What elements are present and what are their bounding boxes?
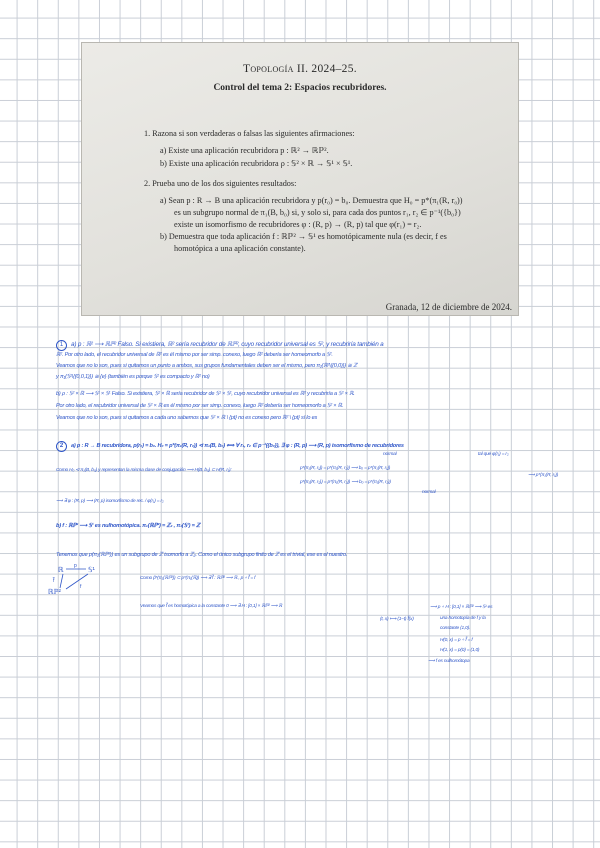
exam-line: homotópica a una aplicación constante). bbox=[174, 244, 306, 253]
diagram-label: f bbox=[80, 584, 82, 590]
handwritten-line: ⟹ f es nulhomótopa bbox=[428, 659, 470, 664]
handwritten-line: ℝ². Por otro lado, el recubridor universal de ℝ² es él mismo por ser simp. conexo, luego ℝ² debería ser homeomorfo a 𝕊². bbox=[56, 352, 333, 358]
exam-line: 1. Razona si son verdaderas o falsas las siguientes afirmaciones: bbox=[144, 129, 355, 138]
handwritten-note: normal bbox=[383, 452, 397, 457]
exam-subtitle: Control del tema 2: Espacios recubridores. bbox=[213, 83, 387, 93]
exam-line: a) Existe una aplicación recubridora p : ℝ² → ℝℙ². bbox=[160, 146, 329, 155]
question-1-marker: 1 bbox=[56, 340, 67, 351]
handwritten-line: b) ρ : 𝕊² × ℝ ⟶ 𝕊¹ × 𝕊¹ Falso. Si existiera, 𝕊² × ℝ sería recubridor de 𝕊¹ × 𝕊¹, cuyo recubridor universal es ℝ² y recubriría a 𝕊² × ℝ. bbox=[56, 391, 355, 397]
exam-line: b) Existe una aplicación recubridora ρ : 𝕊² × ℝ → 𝕊¹ × 𝕊¹. bbox=[160, 159, 353, 168]
handwritten-line: una homotopía de f y la bbox=[440, 616, 486, 621]
handwritten-line: Veamos que no lo son, pues si quitamos a cada uno sabemos que 𝕊² × ℝ \ {pt} no es conexo pero ℝ² \ {pt} sí lo es bbox=[56, 415, 318, 421]
handwritten-line: y π₁(𝕊²\{(0,0,1)}) ≅ {e} (también es porque 𝕊² es compacto y ℝ² no) bbox=[56, 374, 210, 380]
handwritten-line: H(1, x) = p(0) = (1,0) bbox=[440, 648, 480, 653]
handwritten-line: Como H₀ ⊲ π₁(B, b₀) y representan la misma clase de conjugación ⟹ H(B, b₀) ⊂ H(R, r₁): bbox=[56, 468, 232, 473]
handwritten-line: Veamos que f̃ es homotópica a la constante 0 ⟶ ∃ H : [0,1] × ℝℙ² ⟶ ℝ bbox=[140, 604, 283, 609]
handwritten-note: ⟹ p*(π₁(R, r₁)) bbox=[528, 473, 559, 478]
handwritten-line: p*(π₁(R, r₂)) = p*(π₁(R, r₂)) ⟹ b₀ = p*(π₁(R, r₂)) bbox=[300, 480, 391, 485]
handwritten-line: a) p : ℝ² ⟶ ℝℙ² Falso. Si existiera, ℝ² sería recubridor de ℝℙ², cuyo recubridor universal es 𝕊², y recubriría también a bbox=[71, 341, 384, 348]
handwritten-line: Tenemos que p(π₁(ℝℙ²)) es un subgrupo de ℤ isomorfo a ℤ₂. Como el único subgrupo finito de ℤ es el trivial, ese es el nuestro. bbox=[56, 552, 348, 558]
handwritten-line: p*(π₁(R, r₁)) = p*(π₁(R, r₂)) ⟹ b₀ = p*(π₁(R, r₁)) bbox=[300, 466, 391, 471]
handwritten-line: a) p : R → B recubridora, p(r₀) = b₀. H₀ = p*(π₁(R, r₀)) ⊲ π₁(B, b₀) ⟺ ∀ r₁, r₂ ∈ p⁻¹({b₀}), ∃ φ : (R, p) ⟶ (R, p) isomorfismo de recubridores bbox=[71, 443, 404, 449]
exam-line: existe un isomorfismo de recubridores φ : (R, p) → (R, p) tal que φ(r₁) = r₂. bbox=[174, 220, 422, 229]
handwritten-line: Como p̃*(π₁(ℝℙ²)) ⊂ p*(π₁(ℝ)) ⟹ ∃ f̃ : ℝℙ² ⟶ ℝ , p ∘ f̃ = f bbox=[140, 576, 256, 581]
handwritten-line: H(0, x) = p ∘ f̃ = f bbox=[440, 638, 473, 643]
handwritten-note: tal que φ(r₁) = r₂ bbox=[478, 452, 509, 457]
exam-line: es un subgrupo normal de π₁(B, b₀) si, y solo si, para cada dos puntos r₁, r₂ ∈ p⁻¹({b₀}) bbox=[174, 208, 461, 217]
exam-photo bbox=[82, 43, 518, 315]
exam-title: Topología II. 2024–25. bbox=[243, 63, 357, 75]
handwritten-line: (t, x) ⟼ (1−t) f̃(x) bbox=[380, 617, 414, 622]
exam-date: Granada, 12 de diciembre de 2024. bbox=[385, 302, 512, 312]
handwritten-line: Veamos que no lo son, pues si quitamos un punto a ambos, sus grupos fundamentales deben ser el mismo, pero π₁(ℝ²\{(0,0)}) ≅ ℤ bbox=[56, 363, 358, 369]
exam-line: b) Demuestra que toda aplicación f : ℝℙ² → 𝕊¹ es homotópicamente nula (es decir, f es bbox=[160, 232, 447, 241]
diagram-label: 𝕊¹ bbox=[88, 567, 95, 574]
arrow-f bbox=[66, 574, 88, 589]
handwritten-line: constante (1,0). bbox=[440, 626, 471, 631]
arrow-lift bbox=[60, 574, 63, 588]
exam-line: 2. Prueba uno de los dos siguientes resultados: bbox=[144, 179, 297, 188]
exam-line: a) Sean p : R → B una aplicación recubridora y p(r₀) = b₀. Demuestra que H₀ = p*(π₁(R, r₀)) bbox=[160, 196, 463, 205]
question-2-marker: 2 bbox=[56, 441, 67, 452]
handwritten-note: normal bbox=[422, 490, 436, 495]
handwritten-line: ⟹ p ∘ H : [0,1] × ℝℙ² ⟶ 𝕊¹ es bbox=[430, 605, 493, 610]
handwritten-line: ⟹ ∃ φ : (R, p) ⟶ (R, p) isomorfismo de rec. / φ(r₁) = r₂ bbox=[56, 499, 164, 504]
handwritten-line: b) f : ℝℙ² ⟶ 𝕊¹ es nulhomotópica. π₁(ℝℙ²) = ℤ₂ , π₁(𝕊¹) = ℤ bbox=[56, 523, 201, 529]
handwritten-line: Por otro lado, el recubridor universal de 𝕊² × ℝ es él mismo por ser simp. conexo, luego ℝ² debería ser homeomorfo a 𝕊² × ℝ. bbox=[56, 403, 344, 409]
diagram-label: p bbox=[74, 564, 77, 569]
diagram-label: ℝ bbox=[58, 567, 64, 574]
lifting-diagram bbox=[48, 564, 114, 598]
diagram-label: f̃ bbox=[53, 578, 55, 584]
diagram-label: ℝℙ² bbox=[48, 589, 61, 596]
